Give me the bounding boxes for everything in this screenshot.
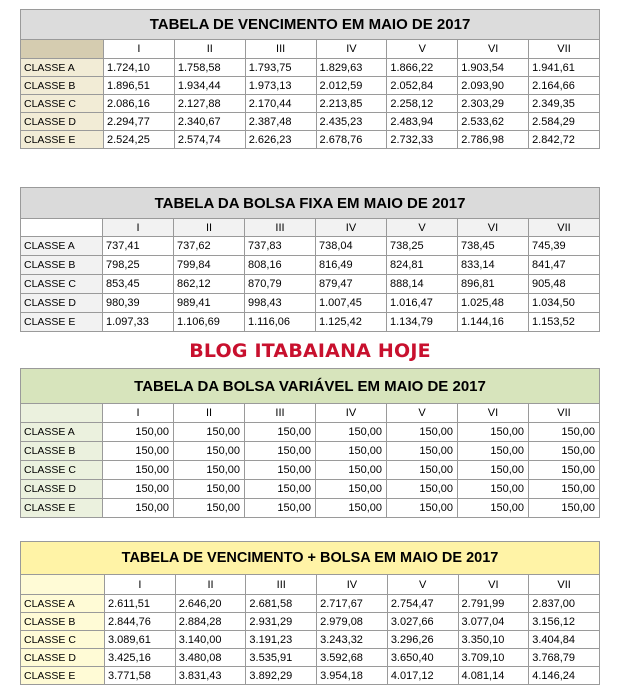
table-cell: 3.243,32 xyxy=(317,631,388,649)
table-cell: 1.724,10 xyxy=(104,59,175,77)
table-row xyxy=(21,256,600,275)
table-cell: 2.435,23 xyxy=(316,113,387,131)
table-cell: 3.768,79 xyxy=(529,649,600,667)
table-cell: 1.941,61 xyxy=(529,59,600,77)
table-title-row xyxy=(21,10,600,40)
table-cell: 1.034,50 xyxy=(529,294,600,313)
table-row xyxy=(21,313,600,332)
table-cell: 1.829,63 xyxy=(316,59,387,77)
table-cell: 150,00 xyxy=(245,480,316,499)
table-cell: 150,00 xyxy=(387,461,458,480)
column-header: I xyxy=(105,575,176,595)
table-title-row xyxy=(21,369,600,404)
table-header-row xyxy=(21,404,600,423)
table-cell: 150,00 xyxy=(103,442,174,461)
row-label: CLASSE B xyxy=(21,613,105,631)
column-header: V xyxy=(387,219,458,237)
table-cell: 2.387,48 xyxy=(245,113,316,131)
table-cell: 905,48 xyxy=(529,275,600,294)
column-header: IV xyxy=(316,404,387,423)
table-cell: 150,00 xyxy=(316,423,387,442)
table-grid xyxy=(20,368,600,518)
table-cell: 150,00 xyxy=(245,499,316,518)
row-label: CLASSE B xyxy=(21,256,103,275)
table-cell: 738,45 xyxy=(458,237,529,256)
table-cell: 738,25 xyxy=(387,237,458,256)
table-cell: 1.934,44 xyxy=(174,77,245,95)
table-cell: 1.153,52 xyxy=(529,313,600,332)
column-header: VI xyxy=(458,404,529,423)
table-title: TABELA DA BOLSA VARIÁVEL EM MAIO DE 2017 xyxy=(21,369,600,404)
column-header: VI xyxy=(458,40,529,59)
row-label: CLASSE A xyxy=(21,237,103,256)
row-label: CLASSE B xyxy=(21,442,103,461)
table-row xyxy=(21,77,600,95)
table-cell: 2.213,85 xyxy=(316,95,387,113)
table-cell: 816,49 xyxy=(316,256,387,275)
column-header: I xyxy=(103,219,174,237)
column-header: III xyxy=(245,219,316,237)
column-header: II xyxy=(174,40,245,59)
header-corner xyxy=(21,40,104,59)
table-cell: 150,00 xyxy=(458,461,529,480)
table-cell: 3.480,08 xyxy=(175,649,246,667)
table-cell: 150,00 xyxy=(316,461,387,480)
table-header-row xyxy=(21,219,600,237)
table-cell: 3.425,16 xyxy=(105,649,176,667)
table-cell: 150,00 xyxy=(529,423,600,442)
table-cell: 2.842,72 xyxy=(529,131,600,149)
column-header: VII xyxy=(529,404,600,423)
table-cell: 896,81 xyxy=(458,275,529,294)
table-cell: 4.146,24 xyxy=(529,667,600,685)
column-header: VII xyxy=(529,219,600,237)
blog-watermark: BLOG ITABAIANA HOJE xyxy=(189,340,431,362)
column-header: VI xyxy=(458,219,529,237)
header-corner xyxy=(21,575,105,595)
table-cell: 2.791,99 xyxy=(458,595,529,613)
table-cell: 150,00 xyxy=(458,442,529,461)
table-cell: 2.837,00 xyxy=(529,595,600,613)
table-cell: 879,47 xyxy=(316,275,387,294)
row-label: CLASSE B xyxy=(21,77,104,95)
table-cell: 150,00 xyxy=(316,480,387,499)
table-cell: 3.404,84 xyxy=(529,631,600,649)
table-cell: 3.027,66 xyxy=(387,613,458,631)
table-cell: 3.350,10 xyxy=(458,631,529,649)
table-cell: 150,00 xyxy=(245,423,316,442)
table-cell: 824,81 xyxy=(387,256,458,275)
table-cell: 2.533,62 xyxy=(458,113,529,131)
table-cell: 1.144,16 xyxy=(458,313,529,332)
table-cell: 2.678,76 xyxy=(316,131,387,149)
column-header: VII xyxy=(529,40,600,59)
table-cell: 2.979,08 xyxy=(317,613,388,631)
table-cell: 841,47 xyxy=(529,256,600,275)
table-cell: 3.831,43 xyxy=(175,667,246,685)
column-header: V xyxy=(387,40,458,59)
table-cell: 2.574,74 xyxy=(174,131,245,149)
table-row xyxy=(21,294,600,313)
row-label: CLASSE A xyxy=(21,59,104,77)
table-row xyxy=(21,423,600,442)
column-header: III xyxy=(246,575,317,595)
table-cell: 2.303,29 xyxy=(458,95,529,113)
table-cell: 1.758,58 xyxy=(174,59,245,77)
row-label: CLASSE D xyxy=(21,649,105,667)
table-header-row xyxy=(21,575,600,595)
table-cell: 853,45 xyxy=(103,275,174,294)
table-row xyxy=(21,95,600,113)
table-cell: 1.116,06 xyxy=(245,313,316,332)
table-row xyxy=(21,442,600,461)
table-cell: 2.717,67 xyxy=(317,595,388,613)
table-cell: 4.017,12 xyxy=(387,667,458,685)
table-cell: 3.592,68 xyxy=(317,649,388,667)
table-cell: 2.093,90 xyxy=(458,77,529,95)
column-header: II xyxy=(174,404,245,423)
table-cell: 3.089,61 xyxy=(105,631,176,649)
table-cell: 150,00 xyxy=(245,442,316,461)
table-title-row xyxy=(21,188,600,219)
header-corner xyxy=(21,219,103,237)
column-header: IV xyxy=(316,219,387,237)
table-cell: 2.584,29 xyxy=(529,113,600,131)
table-cell: 2.626,23 xyxy=(245,131,316,149)
table-row xyxy=(21,237,600,256)
table-row xyxy=(21,113,600,131)
table-cell: 150,00 xyxy=(387,442,458,461)
table-cell: 3.650,40 xyxy=(387,649,458,667)
table-cell: 1.097,33 xyxy=(103,313,174,332)
table-cell: 3.709,10 xyxy=(458,649,529,667)
table-row xyxy=(21,667,600,685)
row-label: CLASSE D xyxy=(21,480,103,499)
column-header: V xyxy=(387,404,458,423)
row-label: CLASSE A xyxy=(21,423,103,442)
table-cell: 150,00 xyxy=(387,480,458,499)
row-label: CLASSE E xyxy=(21,313,103,332)
column-header: III xyxy=(245,404,316,423)
table-row xyxy=(21,613,600,631)
table-cell: 3.535,91 xyxy=(246,649,317,667)
table-cell: 798,25 xyxy=(103,256,174,275)
table-cell: 150,00 xyxy=(529,480,600,499)
table-cell: 150,00 xyxy=(103,423,174,442)
table-cell: 2.754,47 xyxy=(387,595,458,613)
table-cell: 737,62 xyxy=(174,237,245,256)
row-label: CLASSE A xyxy=(21,595,105,613)
row-label: CLASSE E xyxy=(21,667,105,685)
column-header: I xyxy=(103,404,174,423)
table-cell: 150,00 xyxy=(387,499,458,518)
table-header-row xyxy=(21,40,600,59)
table-row xyxy=(21,59,600,77)
table-cell: 870,79 xyxy=(245,275,316,294)
table-cell: 150,00 xyxy=(103,461,174,480)
table-cell: 2.170,44 xyxy=(245,95,316,113)
table-cell: 150,00 xyxy=(458,480,529,499)
table-cell: 745,39 xyxy=(529,237,600,256)
table-cell: 1.973,13 xyxy=(245,77,316,95)
column-header: II xyxy=(174,219,245,237)
table-row xyxy=(21,499,600,518)
table-cell: 150,00 xyxy=(529,461,600,480)
table-vencimento xyxy=(20,9,600,149)
table-row xyxy=(21,631,600,649)
table-cell: 150,00 xyxy=(316,499,387,518)
row-label: CLASSE D xyxy=(21,113,104,131)
table-cell: 3.077,04 xyxy=(458,613,529,631)
table-cell: 2.884,28 xyxy=(175,613,246,631)
table-cell: 150,00 xyxy=(458,499,529,518)
table-cell: 2.524,25 xyxy=(104,131,175,149)
table-grid xyxy=(20,541,600,685)
table-cell: 150,00 xyxy=(103,480,174,499)
table-cell: 150,00 xyxy=(529,499,600,518)
table-cell: 1.125,42 xyxy=(316,313,387,332)
header-corner xyxy=(21,404,103,423)
table-row xyxy=(21,275,600,294)
column-header: IV xyxy=(316,40,387,59)
row-label: CLASSE E xyxy=(21,499,103,518)
table-cell: 998,43 xyxy=(245,294,316,313)
table-row xyxy=(21,480,600,499)
row-label: CLASSE E xyxy=(21,131,104,149)
table-cell: 3.140,00 xyxy=(175,631,246,649)
table-row xyxy=(21,131,600,149)
table-cell: 3.892,29 xyxy=(246,667,317,685)
row-label: CLASSE C xyxy=(21,461,103,480)
table-cell: 2.732,33 xyxy=(387,131,458,149)
column-header: III xyxy=(245,40,316,59)
table-row xyxy=(21,595,600,613)
table-cell: 150,00 xyxy=(245,461,316,480)
table-title: TABELA DE VENCIMENTO + BOLSA EM MAIO DE 2017 xyxy=(21,542,600,575)
table-cell: 1.793,75 xyxy=(245,59,316,77)
table-cell: 2.258,12 xyxy=(387,95,458,113)
column-header: VI xyxy=(458,575,529,595)
table-cell: 808,16 xyxy=(245,256,316,275)
table-cell: 3.156,12 xyxy=(529,613,600,631)
table-grid xyxy=(20,9,600,149)
table-cell: 150,00 xyxy=(174,480,245,499)
table-cell: 2.611,51 xyxy=(105,595,176,613)
column-header: V xyxy=(387,575,458,595)
table-cell: 150,00 xyxy=(174,442,245,461)
table-title: TABELA DA BOLSA FIXA EM MAIO DE 2017 xyxy=(21,188,600,219)
table-cell: 888,14 xyxy=(387,275,458,294)
table-cell: 2.164,66 xyxy=(529,77,600,95)
table-cell: 1.134,79 xyxy=(387,313,458,332)
table-cell: 799,84 xyxy=(174,256,245,275)
table-title-row xyxy=(21,542,600,575)
table-vencimento-bolsa xyxy=(20,541,600,685)
table-cell: 1.896,51 xyxy=(104,77,175,95)
table-cell: 3.296,26 xyxy=(387,631,458,649)
table-cell: 150,00 xyxy=(529,442,600,461)
table-cell: 1.025,48 xyxy=(458,294,529,313)
table-cell: 150,00 xyxy=(387,423,458,442)
table-cell: 150,00 xyxy=(174,423,245,442)
table-cell: 2.349,35 xyxy=(529,95,600,113)
table-cell: 980,39 xyxy=(103,294,174,313)
column-header: IV xyxy=(317,575,388,595)
table-bolsa-variavel xyxy=(20,368,600,518)
row-label: CLASSE C xyxy=(21,631,105,649)
table-cell: 2.340,67 xyxy=(174,113,245,131)
table-cell: 150,00 xyxy=(316,442,387,461)
table-grid xyxy=(20,187,600,332)
table-cell: 737,83 xyxy=(245,237,316,256)
table-cell: 2.931,29 xyxy=(246,613,317,631)
table-cell: 150,00 xyxy=(174,499,245,518)
table-row xyxy=(21,649,600,667)
row-label: CLASSE C xyxy=(21,95,104,113)
table-cell: 2.012,59 xyxy=(316,77,387,95)
table-cell: 4.081,14 xyxy=(458,667,529,685)
row-label: CLASSE C xyxy=(21,275,103,294)
table-cell: 3.771,58 xyxy=(105,667,176,685)
table-cell: 2.844,76 xyxy=(105,613,176,631)
column-header: VII xyxy=(529,575,600,595)
table-cell: 738,04 xyxy=(316,237,387,256)
table-row xyxy=(21,461,600,480)
column-header: II xyxy=(175,575,246,595)
table-cell: 150,00 xyxy=(103,499,174,518)
table-cell: 2.786,98 xyxy=(458,131,529,149)
table-cell: 1.903,54 xyxy=(458,59,529,77)
column-header: I xyxy=(104,40,175,59)
table-cell: 3.191,23 xyxy=(246,631,317,649)
table-cell: 2.646,20 xyxy=(175,595,246,613)
table-cell: 2.294,77 xyxy=(104,113,175,131)
table-cell: 150,00 xyxy=(458,423,529,442)
table-cell: 2.052,84 xyxy=(387,77,458,95)
table-title: TABELA DE VENCIMENTO EM MAIO DE 2017 xyxy=(21,10,600,40)
table-cell: 2.483,94 xyxy=(387,113,458,131)
table-cell: 1.106,69 xyxy=(174,313,245,332)
table-bolsa-fixa xyxy=(20,187,600,332)
table-cell: 989,41 xyxy=(174,294,245,313)
table-cell: 833,14 xyxy=(458,256,529,275)
table-cell: 2.127,88 xyxy=(174,95,245,113)
table-cell: 737,41 xyxy=(103,237,174,256)
table-cell: 2.086,16 xyxy=(104,95,175,113)
table-cell: 3.954,18 xyxy=(317,667,388,685)
table-cell: 1.007,45 xyxy=(316,294,387,313)
row-label: CLASSE D xyxy=(21,294,103,313)
table-cell: 2.681,58 xyxy=(246,595,317,613)
table-cell: 1.016,47 xyxy=(387,294,458,313)
table-cell: 1.866,22 xyxy=(387,59,458,77)
table-cell: 150,00 xyxy=(174,461,245,480)
table-cell: 862,12 xyxy=(174,275,245,294)
